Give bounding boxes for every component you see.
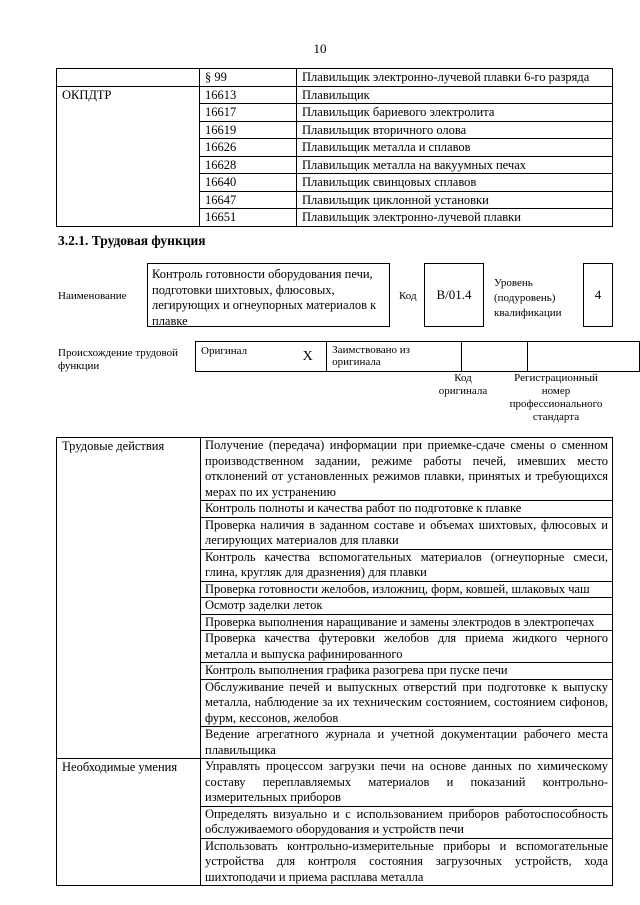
table-cell: Плавильщик циклонной установки [297,191,613,209]
original-mark-cell: X [289,342,326,372]
table-row [57,438,613,501]
table-row [57,86,613,104]
registration-number-caption: Регистрационный номер профессионального стандарта [509,372,603,423]
table-cell: Плавильщик электронно-лучевой плавки 6-го разряда [297,69,613,87]
original-code-cell [462,342,528,372]
function-code-box: B/01.4 [424,263,484,327]
table-cell: Плавильщик бариевого электролита [297,104,613,122]
table-cell: Плавильщик металла и сплавов [297,139,613,157]
table-cell: 16626 [200,139,297,157]
origin-label: Происхождение трудовой функции [58,347,179,372]
qualification-level-box: 4 [583,263,613,327]
table-cell: 16628 [200,156,297,174]
table-cell: 16619 [200,121,297,139]
table-cell: Плавильщик металла на вакуумных печах [297,156,613,174]
skill-item: Использовать контрольно-измерительные приборы и вспомогательные устройства для контроля состояния загрузочных устройств, хода шихтоподачи и приема расплава металла [201,838,613,886]
table-cell: 16640 [200,174,297,192]
skill-item: Управлять процессом загрузки печи на основе данных по химическому составу переплавляемых материалов и показаний контрольно-измерительных приборов [201,759,613,807]
borrowed-label-cell: Заимствовано из оригинала [327,342,462,372]
table-cell: 16651 [200,209,297,227]
code-label: Код [399,290,417,302]
labor-actions-label: Трудовые действия [57,438,201,759]
labor-action-item: Осмотр заделки леток [201,598,613,615]
section-heading: 3.2.1. Трудовая функция [58,233,206,248]
labor-action-item: Проверка наличия в заданном составе и объемах шихтовых, флюсовых и легирующих материалов для плавки [201,517,613,549]
skill-item: Определять визуально и с использованием приборов работоспособность обслуживаемого оборудования и устройств печи [201,806,613,838]
labor-action-item: Проверка качества футеровки желобов для приема жидкого черного металла и выпуска рафинированного [201,631,613,663]
registration-number-cell [528,342,640,372]
table-cell: 16613 [200,86,297,104]
table-row [196,342,640,372]
level-label-text: Уровень (подуровень) квалификации [494,277,562,319]
original-label-cell: Оригинал [196,342,290,372]
table-cell: Плавильщик вторичного олова [297,121,613,139]
table-cell: Плавильщик электронно-лучевой плавки [297,209,613,227]
labor-action-item: Проверка готовности желобов, изложниц, форм, ковшей, шлаковых чаш [201,581,613,598]
table-cell: Плавильщик [297,86,613,104]
labor-action-item: Получение (передача) информации при приемке-сдаче смены о сменном производственном задании, режиме работы печей, имевших место отклонений от установленных режимов плавки, принятых и требующихся мерах по их устранению [201,438,613,501]
table-cell: 16647 [200,191,297,209]
origin-table [195,341,640,372]
labor-action-item: Контроль полноты и качества работ по подготовке к плавке [201,501,613,518]
labor-action-item: Проверка выполнения наращивание и замены электродов в электропечах [201,614,613,631]
name-label: Наименование [58,290,127,302]
labor-action-item: Контроль качества вспомогательных материалов (огнеупорные смеси, глина, кругляк для дразнения) для плавки [201,549,613,581]
table-row [57,69,613,87]
labor-action-item: Контроль выполнения графика разогрева при пуске печи [201,663,613,680]
occupation-codes-table [56,68,613,227]
labor-function-table [56,437,613,886]
table-cell [57,69,200,87]
table-cell: § 99 [200,69,297,87]
page-number: 10 [313,41,327,56]
table-row [57,759,613,807]
function-name-box: Контроль готовности оборудования печи, подготовки шихтовых, флюсовых, легирующих и огнеупорных материалов к плавке [147,263,390,327]
table-cell: Плавильщик свинцовых сплавов [297,174,613,192]
original-code-caption: Код оригинала [438,372,488,397]
classifier-name-cell: ОКПДТР [57,86,200,226]
table-cell: 16617 [200,104,297,122]
required-skills-label: Необходимые умения [57,759,201,886]
labor-action-item: Ведение агрегатного журнала и учетной документации рабочего места плавильщика [201,727,613,759]
labor-action-item: Обслуживание печей и выпускных отверстий при подготовке к выпуску металла, наблюдение за их техническим состоянием, состоянием сифонов, фурм, кессонов, желобов [201,679,613,727]
qualification-level-label [494,276,561,321]
